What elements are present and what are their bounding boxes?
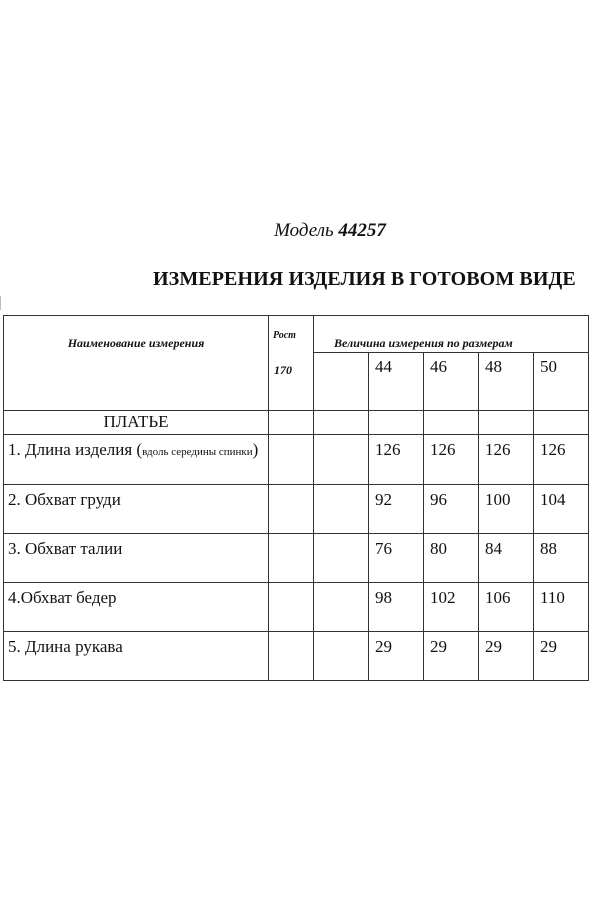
value-cell: 29 (424, 632, 479, 681)
empty-cell (314, 353, 369, 411)
model-title (0, 220, 600, 242)
value-cell: 92 (369, 485, 424, 534)
section-label: ПЛАТЬЕ (4, 411, 269, 435)
measurement-name: 4.Обхват бедер (4, 583, 269, 632)
measurement-name: 1. Длина изделия (вдоль середины спинки) (4, 435, 269, 485)
empty-cell (369, 411, 424, 435)
empty-cell (269, 485, 314, 534)
empty-cell (269, 632, 314, 681)
size-48: 48 (479, 353, 534, 411)
empty-cell (314, 411, 369, 435)
page-edge-mark (0, 296, 1, 310)
value-cell: 29 (369, 632, 424, 681)
value-cell: 104 (534, 485, 589, 534)
value-cell: 106 (479, 583, 534, 632)
height-label: Рост (273, 330, 296, 341)
value-cell: 126 (424, 435, 479, 485)
empty-cell (314, 632, 369, 681)
values-header: Величина измерения по размерам (314, 316, 589, 353)
value-cell: 76 (369, 534, 424, 583)
height-value: 170 (274, 363, 292, 377)
empty-cell (269, 583, 314, 632)
measurements-table (3, 315, 589, 681)
measurement-name: 3. Обхват талии (4, 534, 269, 583)
table-header-row (4, 316, 589, 353)
value-cell: 126 (369, 435, 424, 485)
table-row (4, 534, 589, 583)
empty-cell (314, 435, 369, 485)
size-46: 46 (424, 353, 479, 411)
table-row (4, 485, 589, 534)
model-number: 44257 (338, 220, 386, 241)
table-row (4, 435, 589, 485)
value-cell: 29 (479, 632, 534, 681)
empty-cell (534, 411, 589, 435)
value-cell: 100 (479, 485, 534, 534)
size-44: 44 (369, 353, 424, 411)
empty-cell (314, 485, 369, 534)
measurement-note: вдоль середины спинки (142, 446, 253, 458)
value-cell: 126 (534, 435, 589, 485)
measurement-name-header: Наименование измерения (4, 316, 269, 411)
value-cell: 98 (369, 583, 424, 632)
value-cell: 126 (479, 435, 534, 485)
empty-cell (314, 583, 369, 632)
empty-cell (479, 411, 534, 435)
empty-cell (424, 411, 479, 435)
value-cell: 96 (424, 485, 479, 534)
value-cell: 110 (534, 583, 589, 632)
measurement-name: 5. Длина рукава (4, 632, 269, 681)
empty-cell (269, 411, 314, 435)
value-cell: 29 (534, 632, 589, 681)
document-heading: ИЗМЕРЕНИЯ ИЗДЕЛИЯ В ГОТОВОМ ВИДЕ (153, 268, 576, 290)
size-50: 50 (534, 353, 589, 411)
measurement-name: 2. Обхват груди (4, 485, 269, 534)
section-row (4, 411, 589, 435)
value-cell: 84 (479, 534, 534, 583)
empty-cell (269, 534, 314, 583)
model-prefix: Модель (274, 220, 334, 241)
table-row (4, 583, 589, 632)
value-cell: 80 (424, 534, 479, 583)
table-row (4, 632, 589, 681)
value-cell: 88 (534, 534, 589, 583)
height-header-cell (269, 316, 314, 411)
empty-cell (269, 435, 314, 485)
empty-cell (314, 534, 369, 583)
value-cell: 102 (424, 583, 479, 632)
